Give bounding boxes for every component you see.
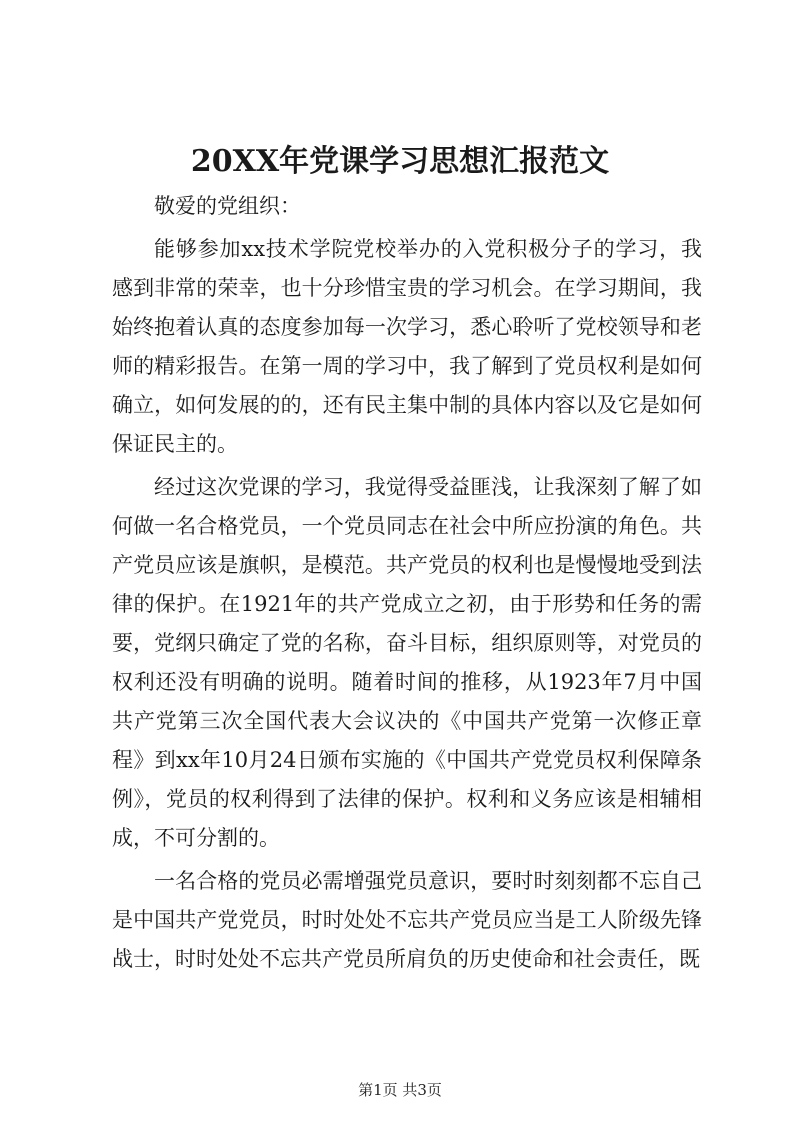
- page-number-footer: 第1页 共3页: [358, 1081, 442, 1099]
- salutation: 敬爱的党组织：: [154, 194, 301, 218]
- paragraph-2: 经过这次党课的学习，我觉得受益匪浅，让我深刻了解了如何做一名合格党员，一个党员同志在社会中所应扮演的角色。共产党员应该是旗帜，是模范。共产党员的权利也是慢慢地受到法律的保护。在1921年的共产党成立之初，由于形势和任务的需要，党纲只确定了党的名称，奋斗目标，组织原则等，对党员的权利还没有明确的说明。随着时间的推移，从1923年7月中国共产党第三次全国代表大会议决的《中国共产党第一次修正章程》到xx年10月24日颁布实施的《中国共产党党员权利保障条例》，党员的权利得到了法律的保护。权利和义务应该是相辅相成，不可分割的。: [112, 475, 702, 850]
- paragraph-1: 能够参加xx技术学院党校举办的入党积极分子的学习，我感到非常的荣幸，也十分珍惜宝贵的学习机会。在学习期间，我始终抱着认真的态度参加每一次学习，悉心聆听了党校领导和老师的精彩报告。在第一周的学习中，我了解到了党员权利是如何确立，如何发展的的，还有民主集中制的具体内容以及它是如何保证民主的。: [112, 237, 702, 456]
- document-title: 20XX年党课学习思想汇报范文: [190, 144, 610, 179]
- paragraph-3: 一名合格的党员必需增强党员意识，要时时刻刻都不忘自己是中国共产党党员，时时处处不忘共产党员应当是工人阶级先锋战士，时时处处不忘共产党员所肩负的历史使命和社会责任，既: [112, 869, 702, 971]
- document-body: [112, 187, 702, 979]
